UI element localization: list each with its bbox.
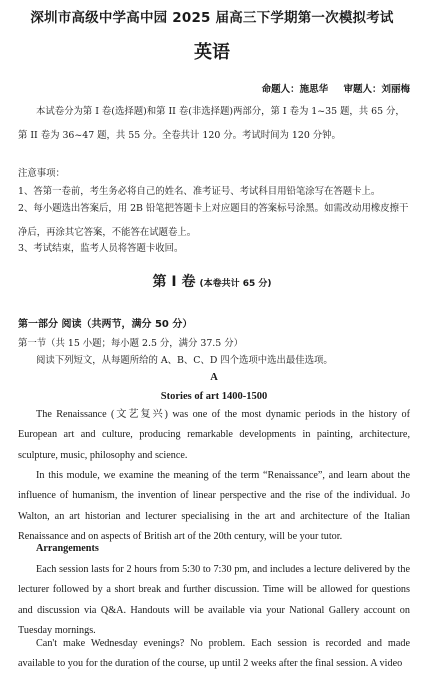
passage-paragraph-2: In this module, we examine the meaning of the term “Renaissance”, and learn about the influence of humanism, the invention of linear perspective and the rise of the individual. Jo Walton, an art historian and lecturer specialising in the art and architecture of the Italian Renaissance and on aspects of British art of the 20th century, will be your tutor. [18,470,410,542]
passage-letter: A [210,372,218,383]
notes-heading: 注意事项： [18,168,65,179]
part-heading: 第一部分 阅读（共两节，满分 50 分） [18,319,193,330]
note-item: 1、答第一卷前，考生务必将自己的姓名、准考证号、考试科目用铅笔涂写在答题卡上。 [18,186,381,197]
setter: 命题人：施思华 [261,84,329,95]
passage-paragraph-4: Can't make Wednesday evenings? No problem. Each session is recorded and made available to you for the duration of the course, up until 2 weeks after the final session. A video [18,638,410,670]
reviewer: 审题人：刘丽梅 [343,84,410,95]
passage-paragraph-3: Each session lasts for 2 hours from 5:30 to 7:30 pm, and includes a lecture delivered by the lecturer followed by a short break and further discussion. Time will be allowed for questions and discussion via Q&A. Handouts will be available via your National Gallery account on Tuesday mornings. [18,564,410,636]
volume-note: (本卷共计 65 分) [199,279,272,289]
note-item: 2、每小题选出答案后，用 2B 铅笔把答题卡上对应题目的答案标号涂黑。如需改动用橡皮擦干净后，再涂其它答案，不能答在试题卷上。 [18,203,409,238]
volume-heading [0,271,424,291]
exam-title: 深圳市高级中学高中园 2025 届高三下学期第一次模拟考试 [30,10,394,26]
instruction-text: 阅读下列短文，从每题所给的 A、B、C、D 四个选项中选出最佳选项。 [36,355,333,366]
note-item: 3、考试结束，监考人员将答题卡收回。 [18,243,184,254]
volume-title: 第 I 卷 [152,274,196,290]
intro-paragraph: 本试卷分为第 I 卷(选择题)和第 II 卷(非选择题)两部分，第 I 卷为 1~35 题，共 65 分，第 II 卷为 36~47 题，共 55 分。全卷共计 120 分。考试时间为 120 分钟。 [18,106,405,141]
authors [250,81,410,95]
arrangements-heading: Arrangements [36,543,99,554]
subject-title: 英语 [194,42,230,63]
section-heading: 第一节（共 15 小题；每小题 2.5 分，满分 37.5 分） [18,338,243,349]
passage-paragraph-1: The Renaissance (文艺复兴) was one of the most dynamic periods in the history of European art and culture, producing remarkable developments in painting, architecture, sculpture, music, philosophy and science. [18,409,410,461]
passage-title: Stories of art 1400-1500 [160,391,268,402]
